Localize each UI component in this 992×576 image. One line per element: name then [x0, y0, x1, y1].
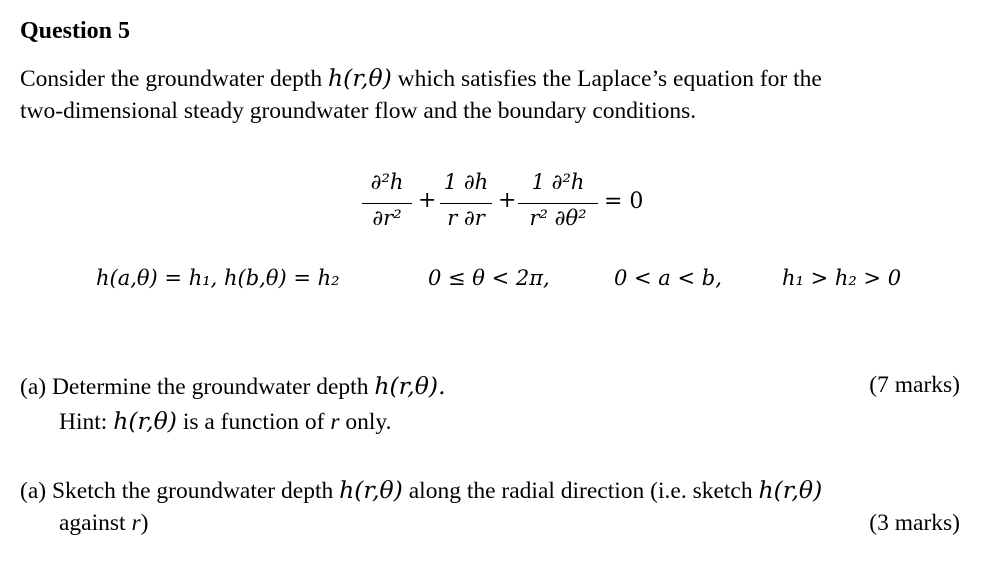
hint-math: h(r,θ) — [113, 407, 177, 435]
part-b-question — [20, 476, 822, 505]
part-a-text: (a) Determine the groundwater depth — [20, 374, 375, 400]
part-b-text-2: against — [59, 510, 132, 536]
term2-denominator: r ∂r — [447, 206, 485, 230]
plus-sign: + — [418, 188, 437, 213]
hint-text: is a function of — [176, 409, 331, 435]
fraction-bar — [362, 203, 412, 204]
intro-text: Consider the groundwater depth — [20, 66, 329, 92]
plus-sign: + — [498, 188, 517, 213]
theta-range — [428, 266, 550, 290]
part-a-marks: (7 marks) — [869, 372, 960, 398]
part-b-text-mid: along the radial direction (i.e. sketch — [402, 478, 759, 504]
fraction-bar — [518, 203, 598, 204]
question-title: Question 5 — [20, 18, 131, 44]
hint-label: Hint: — [59, 409, 114, 435]
intro-line-2: two-dimensional steady groundwater flow and the boundary conditions. — [20, 98, 697, 124]
part-b-math-2: h(r,θ) — [758, 476, 823, 504]
hint-text-post: only. — [339, 409, 392, 435]
term3-denominator: r² ∂θ² — [529, 206, 587, 230]
intro-line-1 — [20, 64, 822, 93]
term3-numerator: 1 ∂²h — [531, 170, 585, 194]
term1-numerator: ∂²h — [370, 170, 404, 194]
part-b-text: (a) Sketch the groundwater depth — [20, 478, 340, 504]
fraction-bar — [440, 203, 492, 204]
part-b-marks: (3 marks) — [869, 510, 960, 536]
part-b-line-2 — [59, 510, 148, 537]
term-d2h-dtheta2 — [518, 170, 598, 234]
term-dh-dr — [440, 170, 492, 234]
part-a-hint — [59, 407, 391, 436]
term1-denominator: ∂r² — [372, 206, 402, 230]
intro-text-post: which satisfies the Laplace’s equation for the — [391, 66, 822, 92]
part-a-math: h(r,θ). — [374, 372, 446, 400]
part-a-question — [20, 372, 446, 401]
theta-range-text: 0 ≤ θ < 2π, — [428, 266, 550, 290]
term-d2h-dr2 — [362, 170, 412, 234]
part-b-close-paren: ) — [140, 510, 149, 536]
boundary-conditions: h(a,θ) = h₁, h(b,θ) = h₂ — [96, 266, 340, 290]
intro-math-h: h(r,θ) — [328, 64, 392, 92]
equals-zero: = 0 — [604, 189, 644, 214]
hint-r: r — [330, 409, 340, 435]
part-b-math: h(r,θ) — [339, 476, 403, 504]
head-inequality: h₁ > h₂ > 0 — [782, 266, 902, 290]
part-b-r: r — [131, 510, 141, 536]
term2-numerator: 1 ∂h — [443, 170, 489, 194]
radius-range: 0 < a < b, — [614, 266, 722, 290]
